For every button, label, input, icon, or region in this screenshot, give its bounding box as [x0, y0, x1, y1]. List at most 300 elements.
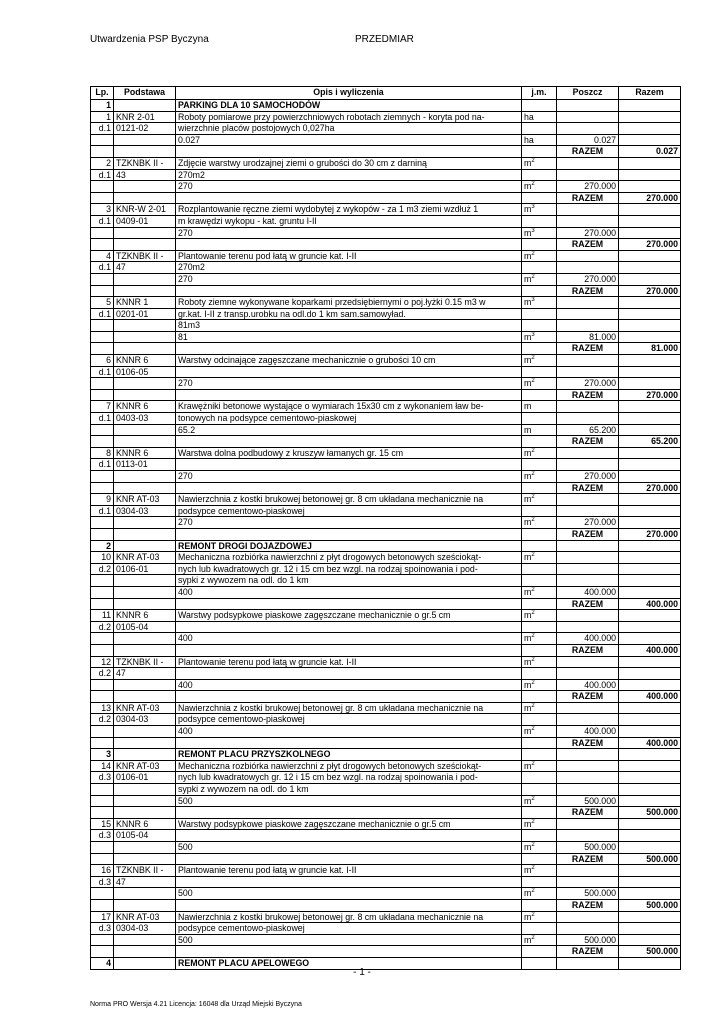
- item-podstawa: [114, 610, 176, 622]
- item-unit-base: m: [524, 656, 532, 667]
- item-code-line: KNR AT-03: [116, 702, 160, 713]
- razem-row: [91, 598, 681, 610]
- item-razem-cell: [619, 123, 681, 135]
- item-lp: [91, 714, 114, 726]
- section-spacer: [619, 749, 681, 761]
- item-description-line: Rozplantowanie ręczne ziemi wydobytej z wykopów - za 1 m3 ziemi wzdłuż 1: [176, 204, 522, 216]
- item-lp: [91, 784, 114, 796]
- table-row: [91, 378, 681, 390]
- item-podstawa: [114, 668, 176, 680]
- item-code-line: 0201-01: [116, 308, 149, 319]
- table-row: [91, 320, 681, 332]
- item-code-line: KNNR 6: [116, 818, 149, 829]
- table-row: [91, 888, 681, 900]
- item-poszcz: [557, 830, 619, 842]
- item-lp: [91, 227, 114, 239]
- item-unit-exponent: 3: [531, 204, 535, 211]
- item-unit: [522, 227, 557, 239]
- item-poszcz-value: 400.000: [584, 586, 616, 597]
- razem-spacer: [522, 737, 557, 749]
- item-unit-base: m: [524, 273, 532, 284]
- item-podstawa: [114, 586, 176, 598]
- item-razem-cell: [619, 726, 681, 738]
- item-description-line: 270: [176, 471, 522, 483]
- razem-value: 400.000: [619, 644, 681, 656]
- razem-spacer: [522, 389, 557, 401]
- item-lp: [91, 610, 114, 622]
- item-razem-cell: [619, 621, 681, 633]
- table-row: [91, 656, 681, 668]
- item-number: 1: [106, 111, 111, 122]
- item-podstawa: [114, 517, 176, 529]
- table-row: [91, 610, 681, 622]
- table-row: [91, 772, 681, 784]
- razem-spacer: [114, 644, 176, 656]
- razem-label: RAZEM: [557, 853, 619, 865]
- item-division: d.1: [98, 505, 111, 516]
- item-division: d.1: [98, 459, 111, 470]
- table-row: [91, 297, 681, 309]
- item-razem-cell: [619, 181, 681, 193]
- item-division: d.3: [98, 772, 111, 783]
- item-razem-cell: [619, 424, 681, 436]
- item-unit-base: m: [524, 471, 532, 481]
- razem-spacer: [176, 192, 522, 204]
- item-description-line: Mechaniczna rozbiórka nawierzchni z płyt drogowych betonowych sześciokąt-: [176, 552, 522, 564]
- item-unit: [522, 424, 557, 436]
- item-unit-exponent: 2: [531, 586, 535, 593]
- razem-spacer: [114, 807, 176, 819]
- item-poszcz-value: 270.000: [584, 378, 616, 389]
- item-podstawa: [114, 273, 176, 285]
- item-code-line: 0403-03: [116, 413, 149, 424]
- item-unit: [522, 505, 557, 517]
- item-razem-cell: [619, 911, 681, 923]
- razem-spacer: [522, 436, 557, 448]
- razem-value: 400.000: [619, 598, 681, 610]
- item-razem-cell: [619, 679, 681, 691]
- item-unit: [522, 262, 557, 274]
- razem-spacer: [114, 598, 176, 610]
- item-description-line: 270m2: [176, 169, 522, 181]
- razem-value: 500.000: [619, 899, 681, 911]
- item-unit-exponent: 2: [531, 911, 535, 918]
- table-row: [91, 668, 681, 680]
- item-poszcz: [557, 760, 619, 772]
- item-poszcz-value: 270.000: [584, 273, 616, 284]
- item-unit: [522, 818, 557, 830]
- table-row: [91, 262, 681, 274]
- razem-row: [91, 737, 681, 749]
- razem-spacer: [522, 192, 557, 204]
- item-unit: [522, 157, 557, 169]
- item-poszcz-value: 0.027: [593, 134, 616, 145]
- razem-spacer: [176, 285, 522, 297]
- item-podstawa: [114, 795, 176, 807]
- razem-spacer: [91, 853, 114, 865]
- razem-spacer: [114, 239, 176, 251]
- item-podstawa: [114, 830, 176, 842]
- item-lp: [91, 459, 114, 471]
- item-number: 13: [101, 702, 111, 713]
- item-unit-base: m: [524, 401, 532, 412]
- razem-spacer: [176, 598, 522, 610]
- razem-spacer: [176, 239, 522, 251]
- razem-spacer: [91, 192, 114, 204]
- razem-spacer: [91, 482, 114, 494]
- item-unit-exponent: 2: [531, 702, 535, 709]
- item-unit: [522, 401, 557, 413]
- razem-spacer: [114, 285, 176, 297]
- item-description-line: Nawierzchnia z kostki brukowej betonowej gr. 8 cm układana mechanicznie na: [176, 494, 522, 506]
- item-lp: [91, 818, 114, 830]
- item-poszcz: [557, 447, 619, 459]
- item-poszcz: [557, 331, 619, 343]
- item-code-line: 0304-03: [116, 923, 149, 934]
- item-division: d.2: [98, 668, 111, 679]
- section-spacer: [522, 540, 557, 552]
- item-poszcz: [557, 111, 619, 123]
- item-code-line: KNNR 6: [116, 401, 149, 412]
- table-row: [91, 633, 681, 645]
- item-poszcz-value: 500.000: [584, 795, 616, 806]
- item-code-line: TZKNBK II -: [116, 656, 164, 667]
- table-row: [91, 830, 681, 842]
- item-unit-exponent: 2: [531, 726, 535, 733]
- section-spacer: [557, 100, 619, 112]
- razem-spacer: [176, 853, 522, 865]
- item-lp: [91, 760, 114, 772]
- item-poszcz: [557, 204, 619, 216]
- item-division: d.3: [98, 830, 111, 841]
- item-razem-cell: [619, 355, 681, 367]
- item-unit-base: m: [524, 494, 532, 505]
- item-unit-exponent: 2: [531, 250, 535, 257]
- item-poszcz: [557, 876, 619, 888]
- item-razem-cell: [619, 505, 681, 517]
- item-unit-base: m: [524, 157, 532, 168]
- item-poszcz: [557, 842, 619, 854]
- item-number: 16: [101, 865, 111, 876]
- item-poszcz: [557, 250, 619, 262]
- item-razem-cell: [619, 111, 681, 123]
- item-poszcz: [557, 714, 619, 726]
- item-description-line: 270: [176, 181, 522, 193]
- item-podstawa: [114, 760, 176, 772]
- razem-label: RAZEM: [557, 192, 619, 204]
- razem-row: [91, 239, 681, 251]
- item-razem-cell: [619, 215, 681, 227]
- item-unit: [522, 459, 557, 471]
- item-unit: [522, 123, 557, 135]
- item-unit-exponent: 2: [531, 447, 535, 454]
- item-unit: [522, 668, 557, 680]
- table-row: [91, 714, 681, 726]
- item-poszcz: [557, 424, 619, 436]
- item-lp: [91, 331, 114, 343]
- razem-row: [91, 343, 681, 355]
- item-description-line: 500: [176, 842, 522, 854]
- item-podstawa: [114, 726, 176, 738]
- item-code-line: 47: [116, 876, 126, 887]
- item-razem-cell: [619, 702, 681, 714]
- item-unit-exponent: 3: [531, 227, 535, 234]
- table-row: [91, 726, 681, 738]
- item-description-line: podsypce cementowo-piaskowej: [176, 714, 522, 726]
- razem-spacer: [114, 389, 176, 401]
- razem-label: RAZEM: [557, 737, 619, 749]
- item-division: d.1: [98, 413, 111, 424]
- section-spacer: [522, 100, 557, 112]
- item-lp: [91, 772, 114, 784]
- item-podstawa: [114, 656, 176, 668]
- razem-spacer: [176, 482, 522, 494]
- item-podstawa: [114, 401, 176, 413]
- item-razem-cell: [619, 401, 681, 413]
- table-row: [91, 471, 681, 483]
- item-number: 10: [101, 552, 111, 563]
- item-description-line: 81: [176, 331, 522, 343]
- razem-spacer: [91, 899, 114, 911]
- item-number: 4: [106, 250, 111, 261]
- item-unit: [522, 447, 557, 459]
- item-code-line: 47: [116, 262, 126, 273]
- razem-row: [91, 946, 681, 958]
- item-description-line: 400: [176, 679, 522, 691]
- item-unit-base: m: [524, 424, 532, 435]
- razem-row: [91, 691, 681, 703]
- item-unit-exponent: 2: [531, 517, 535, 524]
- item-razem-cell: [619, 784, 681, 796]
- item-lp: [91, 273, 114, 285]
- item-razem-cell: [619, 888, 681, 900]
- item-podstawa: [114, 865, 176, 877]
- razem-value: 270.000: [619, 528, 681, 540]
- item-code-line: 0106-05: [116, 366, 149, 377]
- item-description-line: [176, 621, 522, 633]
- razem-label: RAZEM: [557, 598, 619, 610]
- item-poszcz: [557, 157, 619, 169]
- item-poszcz-value: 500.000: [584, 842, 616, 852]
- item-poszcz-value: 500.000: [584, 934, 616, 945]
- razem-row: [91, 853, 681, 865]
- item-code-line: 0121-02: [116, 123, 149, 134]
- razem-spacer: [114, 691, 176, 703]
- item-unit: [522, 586, 557, 598]
- razem-spacer: [176, 146, 522, 158]
- item-razem-cell: [619, 157, 681, 169]
- item-division: d.1: [98, 215, 111, 226]
- item-podstawa: [114, 563, 176, 575]
- item-unit: [522, 633, 557, 645]
- table-row: [91, 459, 681, 471]
- item-razem-cell: [619, 876, 681, 888]
- razem-spacer: [176, 389, 522, 401]
- item-unit: [522, 250, 557, 262]
- item-poszcz: [557, 610, 619, 622]
- item-lp: [91, 401, 114, 413]
- razem-spacer: [522, 285, 557, 297]
- table-header-row: [91, 87, 681, 100]
- item-lp: [91, 123, 114, 135]
- table-row: [91, 111, 681, 123]
- item-code-line: KNR AT-03: [116, 552, 160, 563]
- item-razem-cell: [619, 471, 681, 483]
- razem-label: RAZEM: [557, 528, 619, 540]
- page-number: - 1 -: [353, 967, 371, 978]
- item-unit-exponent: 3: [531, 331, 535, 338]
- razem-spacer: [522, 343, 557, 355]
- item-podstawa: [114, 215, 176, 227]
- item-unit: [522, 865, 557, 877]
- item-number: 15: [101, 818, 111, 829]
- item-unit-exponent: 2: [531, 378, 535, 385]
- item-poszcz: [557, 633, 619, 645]
- document-header-left: Utwardzenia PSP Byczyna: [90, 34, 209, 45]
- item-lp: [91, 702, 114, 714]
- razem-value: 81.000: [619, 343, 681, 355]
- item-poszcz: [557, 320, 619, 332]
- item-podstawa: [114, 471, 176, 483]
- item-unit: [522, 181, 557, 193]
- item-podstawa: [114, 459, 176, 471]
- item-unit: [522, 494, 557, 506]
- razem-value: 65.200: [619, 436, 681, 448]
- item-poszcz-value: 400.000: [584, 679, 616, 690]
- item-lp: [91, 366, 114, 378]
- item-poszcz: [557, 552, 619, 564]
- item-razem-cell: [619, 795, 681, 807]
- section-spacer: [114, 100, 176, 112]
- item-lp: [91, 413, 114, 425]
- item-podstawa: [114, 679, 176, 691]
- item-division: d.1: [98, 308, 111, 319]
- item-unit-exponent: 2: [531, 273, 535, 280]
- item-poszcz: [557, 134, 619, 146]
- item-description-line: 81m3: [176, 320, 522, 332]
- item-podstawa: [114, 250, 176, 262]
- razem-spacer: [176, 436, 522, 448]
- item-podstawa: [114, 355, 176, 367]
- item-razem-cell: [619, 934, 681, 946]
- item-unit: [522, 714, 557, 726]
- razem-spacer: [176, 737, 522, 749]
- razem-label: RAZEM: [557, 691, 619, 703]
- item-code-line: 43: [116, 169, 126, 180]
- item-unit-base: m: [524, 517, 532, 528]
- table-row: [91, 181, 681, 193]
- table-row: [91, 923, 681, 935]
- item-poszcz: [557, 888, 619, 900]
- item-lp: [91, 157, 114, 169]
- table-row: [91, 702, 681, 714]
- item-lp: [91, 552, 114, 564]
- item-unit: [522, 413, 557, 425]
- table-row: [91, 865, 681, 877]
- item-division: d.3: [98, 923, 111, 934]
- razem-value: 500.000: [619, 946, 681, 958]
- item-unit-base: m: [524, 297, 532, 308]
- item-description-line: 0.027: [176, 134, 522, 146]
- item-poszcz: [557, 273, 619, 285]
- item-description-line: Roboty pomiarowe przy powierzchniowych robotach ziemnych - koryta pod na-: [176, 111, 522, 123]
- razem-value: 270.000: [619, 482, 681, 494]
- section-title: REMONT DROGI DOJAZDOWEJ: [176, 540, 522, 552]
- item-podstawa: [114, 494, 176, 506]
- item-poszcz-value: 500.000: [584, 888, 616, 899]
- item-number: 11: [101, 610, 111, 621]
- item-podstawa: [114, 169, 176, 181]
- item-lp: [91, 621, 114, 633]
- table-row: [91, 215, 681, 227]
- item-podstawa: [114, 308, 176, 320]
- item-unit-exponent: 2: [531, 679, 535, 686]
- item-description-line: Plantowanie terenu pod łatą w gruncie kat. I-II: [176, 250, 522, 262]
- item-razem-cell: [619, 633, 681, 645]
- item-description-line: Plantowanie terenu pod łatą w gruncie kat. I-II: [176, 656, 522, 668]
- item-lp: [91, 633, 114, 645]
- razem-spacer: [91, 691, 114, 703]
- item-code-line: TZKNBK II -: [116, 157, 164, 168]
- item-podstawa: [114, 157, 176, 169]
- razem-spacer: [91, 285, 114, 297]
- item-lp: [91, 575, 114, 587]
- item-poszcz: [557, 413, 619, 425]
- item-podstawa: [114, 842, 176, 854]
- item-lp: [91, 181, 114, 193]
- item-poszcz: [557, 586, 619, 598]
- razem-spacer: [114, 853, 176, 865]
- item-poszcz-value: 81.000: [589, 331, 616, 342]
- item-razem-cell: [619, 610, 681, 622]
- item-unit-exponent: 2: [531, 760, 535, 767]
- item-unit: [522, 784, 557, 796]
- item-description-line: 270: [176, 517, 522, 529]
- section-spacer: [522, 749, 557, 761]
- razem-value: 270.000: [619, 239, 681, 251]
- razem-spacer: [176, 691, 522, 703]
- table-row: [91, 366, 681, 378]
- table-row: [91, 204, 681, 216]
- item-unit-base: m: [524, 610, 532, 621]
- item-description-line: [176, 830, 522, 842]
- item-podstawa: [114, 227, 176, 239]
- item-poszcz: [557, 772, 619, 784]
- razem-row: [91, 482, 681, 494]
- table-row: [91, 552, 681, 564]
- item-lp: [91, 830, 114, 842]
- table-row: [91, 586, 681, 598]
- item-razem-cell: [619, 308, 681, 320]
- item-description-line: gr.kat. I-II z transp.urobku na odl.do 1 km sam.samowyład.: [176, 308, 522, 320]
- column-header-jm: j.m.: [522, 87, 557, 100]
- item-code-line: 0304-03: [116, 714, 149, 725]
- razem-value: 400.000: [619, 691, 681, 703]
- table-row: [91, 494, 681, 506]
- item-podstawa: [114, 633, 176, 645]
- razem-spacer: [91, 946, 114, 958]
- item-lp: [91, 679, 114, 691]
- item-unit: [522, 215, 557, 227]
- item-lp: [91, 934, 114, 946]
- item-poszcz-value: 65.200: [589, 424, 616, 435]
- item-poszcz: [557, 679, 619, 691]
- item-razem-cell: [619, 552, 681, 564]
- item-code-line: KNR AT-03: [116, 760, 160, 771]
- item-code-line: 0105-04: [116, 830, 149, 841]
- item-razem-cell: [619, 320, 681, 332]
- table-row: [91, 273, 681, 285]
